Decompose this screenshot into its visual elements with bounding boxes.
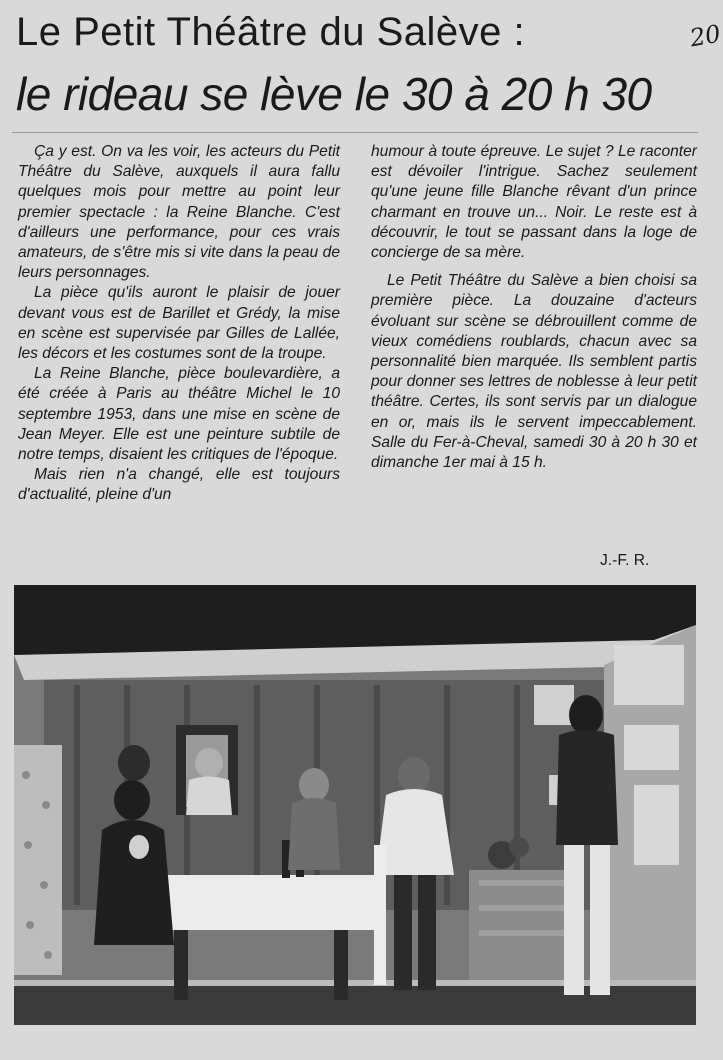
handwritten-mark: 20 — [687, 19, 723, 53]
article-column-right — [371, 142, 697, 473]
paragraph: La pièce qu'ils auront le plaisir de jouer devant vous est de Barillet et Grédy, la mise en scène est supervisée par Gilles de Lallée, les décors et les costumes sont de la troupe. — [18, 284, 340, 363]
article-column-left — [18, 142, 340, 506]
paragraph: La Reine Blanche, pièce boulevardière, a été créée à Paris au théâtre Michel le 10 septembre 1953, dans une mise en scène de Jean Meyer. Elle est une peinture subtile de notre temps, disaient les critiques de l'époque. — [18, 365, 340, 464]
paragraph: Le Petit Théâtre du Salève a bien choisi sa première pièce. La douzaine d'acteurs évoluant sur scène se débrouillent comme de vieux comédiens roublards, chacun avec sa personnalité bien marquée. Ils semblent partis pour donner ses lettres de noblesse à leur petit théâtre. Certes, ils sont servis par un dialogue en or, mais ils le servent impeccablement. Salle du Fer-à-Cheval, samedi 30 à 20 h 30 et dimanche 1er mai à 15 h. — [371, 272, 697, 472]
stage-scene-photo — [14, 585, 696, 1025]
headline-line-2: le rideau se lève le 30 à 20 h 30 — [16, 68, 652, 120]
headline-rule — [12, 132, 698, 133]
paragraph: humour à toute épreuve. Le sujet ? Le raconter est dévoiler l'intrigue. Sachez seulement qu'une jeune fille Blanche rêvant d'un prince charmant en trouve un... Noir. Le reste est à découvrir, le tout se passant dans la loge de concierge de sa mère. — [371, 143, 697, 262]
paragraph: Mais rien n'a changé, elle est toujours d'actualité, pleine d'un — [18, 466, 340, 504]
headline-line-1: Le Petit Théâtre du Salève : — [16, 10, 526, 54]
paragraph: Ça y est. On va les voir, les acteurs du Petit Théâtre du Salève, auxquels il aura fallu quelques mois pour mettre au point leur premier spectacle : la Reine Blanche. C'est d'ailleurs une performance, pour ces vrais amateurs, de s'être mis si vite dans la peau de leurs personnages. — [18, 143, 340, 282]
photo-illustration — [14, 585, 696, 1025]
author-signature: J.-F. R. — [600, 552, 650, 569]
